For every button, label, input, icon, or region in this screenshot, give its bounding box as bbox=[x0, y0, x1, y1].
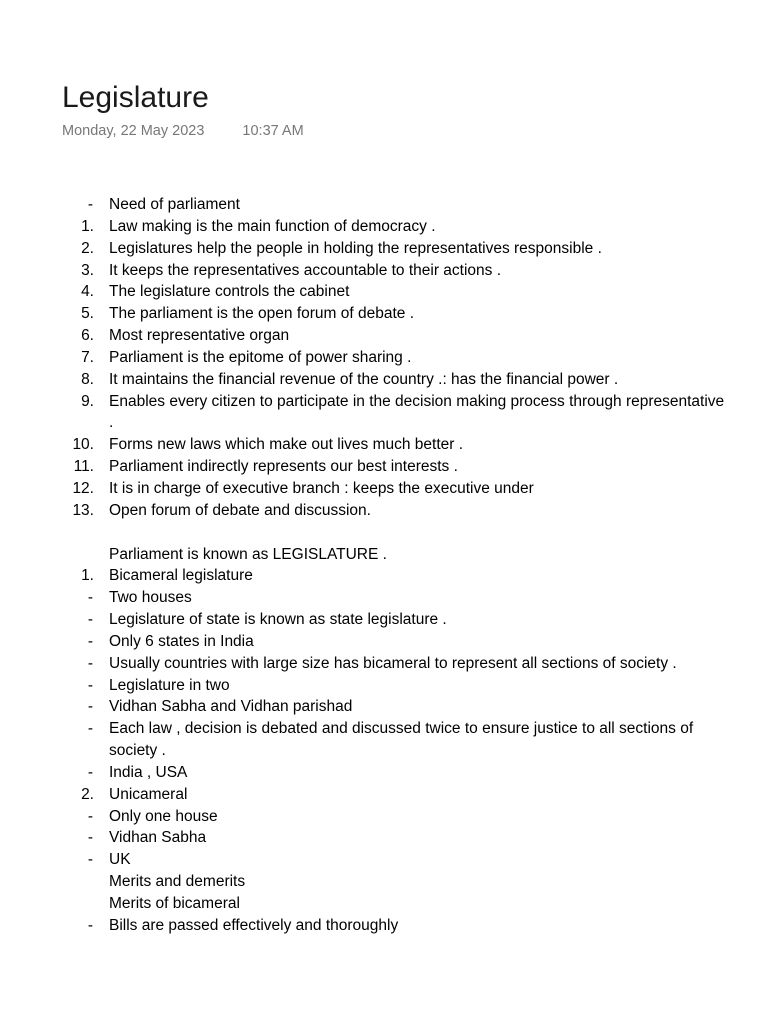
list-item-text: Bicameral legislature bbox=[109, 567, 253, 585]
list-item bbox=[0, 238, 768, 260]
list-item bbox=[0, 303, 768, 325]
list-item bbox=[0, 762, 768, 784]
list-number: 4. bbox=[81, 283, 94, 301]
list-item bbox=[0, 675, 768, 697]
list-item-text: Two houses bbox=[109, 589, 192, 607]
list-item bbox=[0, 718, 768, 762]
list-item-text: India , USA bbox=[109, 763, 188, 781]
list-item bbox=[0, 347, 768, 369]
list-number: 11. bbox=[73, 458, 94, 476]
list-item bbox=[0, 544, 768, 566]
list-item-text: Parliament is the epitome of power sharing . bbox=[109, 348, 412, 366]
list-item-text: Legislature of state is known as state legislature . bbox=[109, 611, 447, 629]
list-item bbox=[0, 194, 768, 216]
list-item-text: Usually countries with large size has bicameral to represent all sections of society . bbox=[109, 654, 677, 672]
bullet-dash: - bbox=[87, 916, 93, 934]
list-item-text: Need of parliament bbox=[109, 196, 240, 213]
list-item-text: Vidhan Sabha and Vidhan parishad bbox=[109, 698, 353, 716]
list-item bbox=[0, 565, 768, 587]
list-item-text: Unicameral bbox=[109, 785, 188, 803]
list-item-text: Law making is the main function of democracy . bbox=[109, 217, 436, 235]
list-item bbox=[0, 849, 768, 871]
list-item bbox=[0, 827, 768, 849]
list-number: 1. bbox=[81, 217, 94, 235]
list-item bbox=[0, 631, 768, 653]
page-meta bbox=[62, 122, 304, 140]
list-item-text: Bills are passed effectively and thoroughly bbox=[109, 916, 399, 934]
list-number: 13. bbox=[72, 501, 94, 519]
list-item bbox=[0, 587, 768, 609]
list-number: 6. bbox=[81, 327, 94, 345]
list-item bbox=[0, 500, 768, 522]
bullet-dash: - bbox=[87, 720, 93, 738]
list-item bbox=[0, 325, 768, 347]
list-number: 2. bbox=[81, 239, 94, 257]
list-item-text: Open forum of debate and discussion. bbox=[109, 501, 371, 519]
list-item-text: The parliament is the open forum of debate . bbox=[109, 305, 415, 323]
page-title: Legislature bbox=[62, 81, 209, 114]
bullet-dash: - bbox=[87, 611, 93, 629]
list-number: 3. bbox=[81, 261, 94, 279]
list-number: 10. bbox=[72, 436, 94, 454]
list-item bbox=[0, 456, 768, 478]
page-time: 10:37 AM bbox=[242, 123, 304, 139]
list-item bbox=[0, 478, 768, 500]
list-item-text: Parliament indirectly represents our best interests . bbox=[109, 458, 458, 476]
list-item-text: Legislature in two bbox=[109, 676, 230, 694]
list-item-text: Merits of bicameral bbox=[109, 895, 240, 912]
list-item-text: Legislatures help the people in holding the representatives responsible . bbox=[109, 239, 602, 257]
bullet-dash: - bbox=[87, 763, 93, 781]
list-item bbox=[0, 216, 768, 238]
bullet-dash: - bbox=[87, 851, 93, 869]
list-item bbox=[0, 696, 768, 718]
bullet-dash: - bbox=[87, 632, 93, 650]
bullet-dash: - bbox=[87, 698, 93, 716]
list-item-text: Merits and demerits bbox=[109, 873, 246, 891]
note-body bbox=[0, 194, 768, 937]
list-item-text: Each law , decision is debated and discussed twice to ensure justice to all sections of society . bbox=[109, 720, 694, 760]
bullet-dash: - bbox=[87, 829, 93, 847]
list-item bbox=[0, 369, 768, 391]
page-date: Monday, 22 May 2023 bbox=[62, 123, 205, 139]
bullet-dash: - bbox=[87, 676, 93, 694]
list-number: 12. bbox=[72, 479, 94, 497]
bullet-dash: - bbox=[87, 807, 93, 825]
list-item bbox=[0, 434, 768, 456]
bullet-dash: - bbox=[87, 589, 93, 607]
blank-line bbox=[0, 522, 768, 544]
list-item-text: Most representative organ bbox=[109, 327, 290, 345]
list-item-text: Only 6 states in India bbox=[109, 632, 254, 650]
list-number: 2. bbox=[81, 785, 94, 803]
list-item-text: Parliament is known as LEGISLATURE . bbox=[109, 545, 387, 563]
list-item-text: It is in charge of executive branch : keeps the executive under bbox=[109, 479, 534, 497]
list-item-text: The legislature controls the cabinet bbox=[109, 283, 350, 301]
page-bottom-margin bbox=[0, 952, 768, 1024]
list-item-text: UK bbox=[109, 851, 131, 869]
bullet-dash: - bbox=[87, 196, 93, 213]
list-item bbox=[0, 806, 768, 828]
list-number: 7. bbox=[81, 348, 94, 366]
bullet-dash: - bbox=[87, 654, 93, 672]
list-item-text: Vidhan Sabha bbox=[109, 829, 207, 847]
list-item-text: Enables every citizen to participate in the decision making process through representative . bbox=[109, 392, 725, 432]
list-item bbox=[0, 391, 768, 435]
list-number: 1. bbox=[81, 567, 94, 585]
list-item-text: Only one house bbox=[109, 807, 218, 825]
list-number: 8. bbox=[81, 370, 94, 388]
list-item-text: It keeps the representatives accountable to their actions . bbox=[109, 261, 502, 279]
list-item-text: It maintains the financial revenue of the country .: has the financial power . bbox=[109, 370, 619, 388]
list-item bbox=[0, 915, 768, 937]
list-item bbox=[0, 260, 768, 282]
list-number: 9. bbox=[81, 392, 94, 410]
list-item bbox=[0, 784, 768, 806]
list-item bbox=[0, 893, 768, 915]
list-item-text: Forms new laws which make out lives much better . bbox=[109, 436, 464, 454]
list-item bbox=[0, 609, 768, 631]
list-number: 5. bbox=[81, 305, 94, 323]
list-item bbox=[0, 653, 768, 675]
list-item bbox=[0, 281, 768, 303]
list-item bbox=[0, 871, 768, 893]
